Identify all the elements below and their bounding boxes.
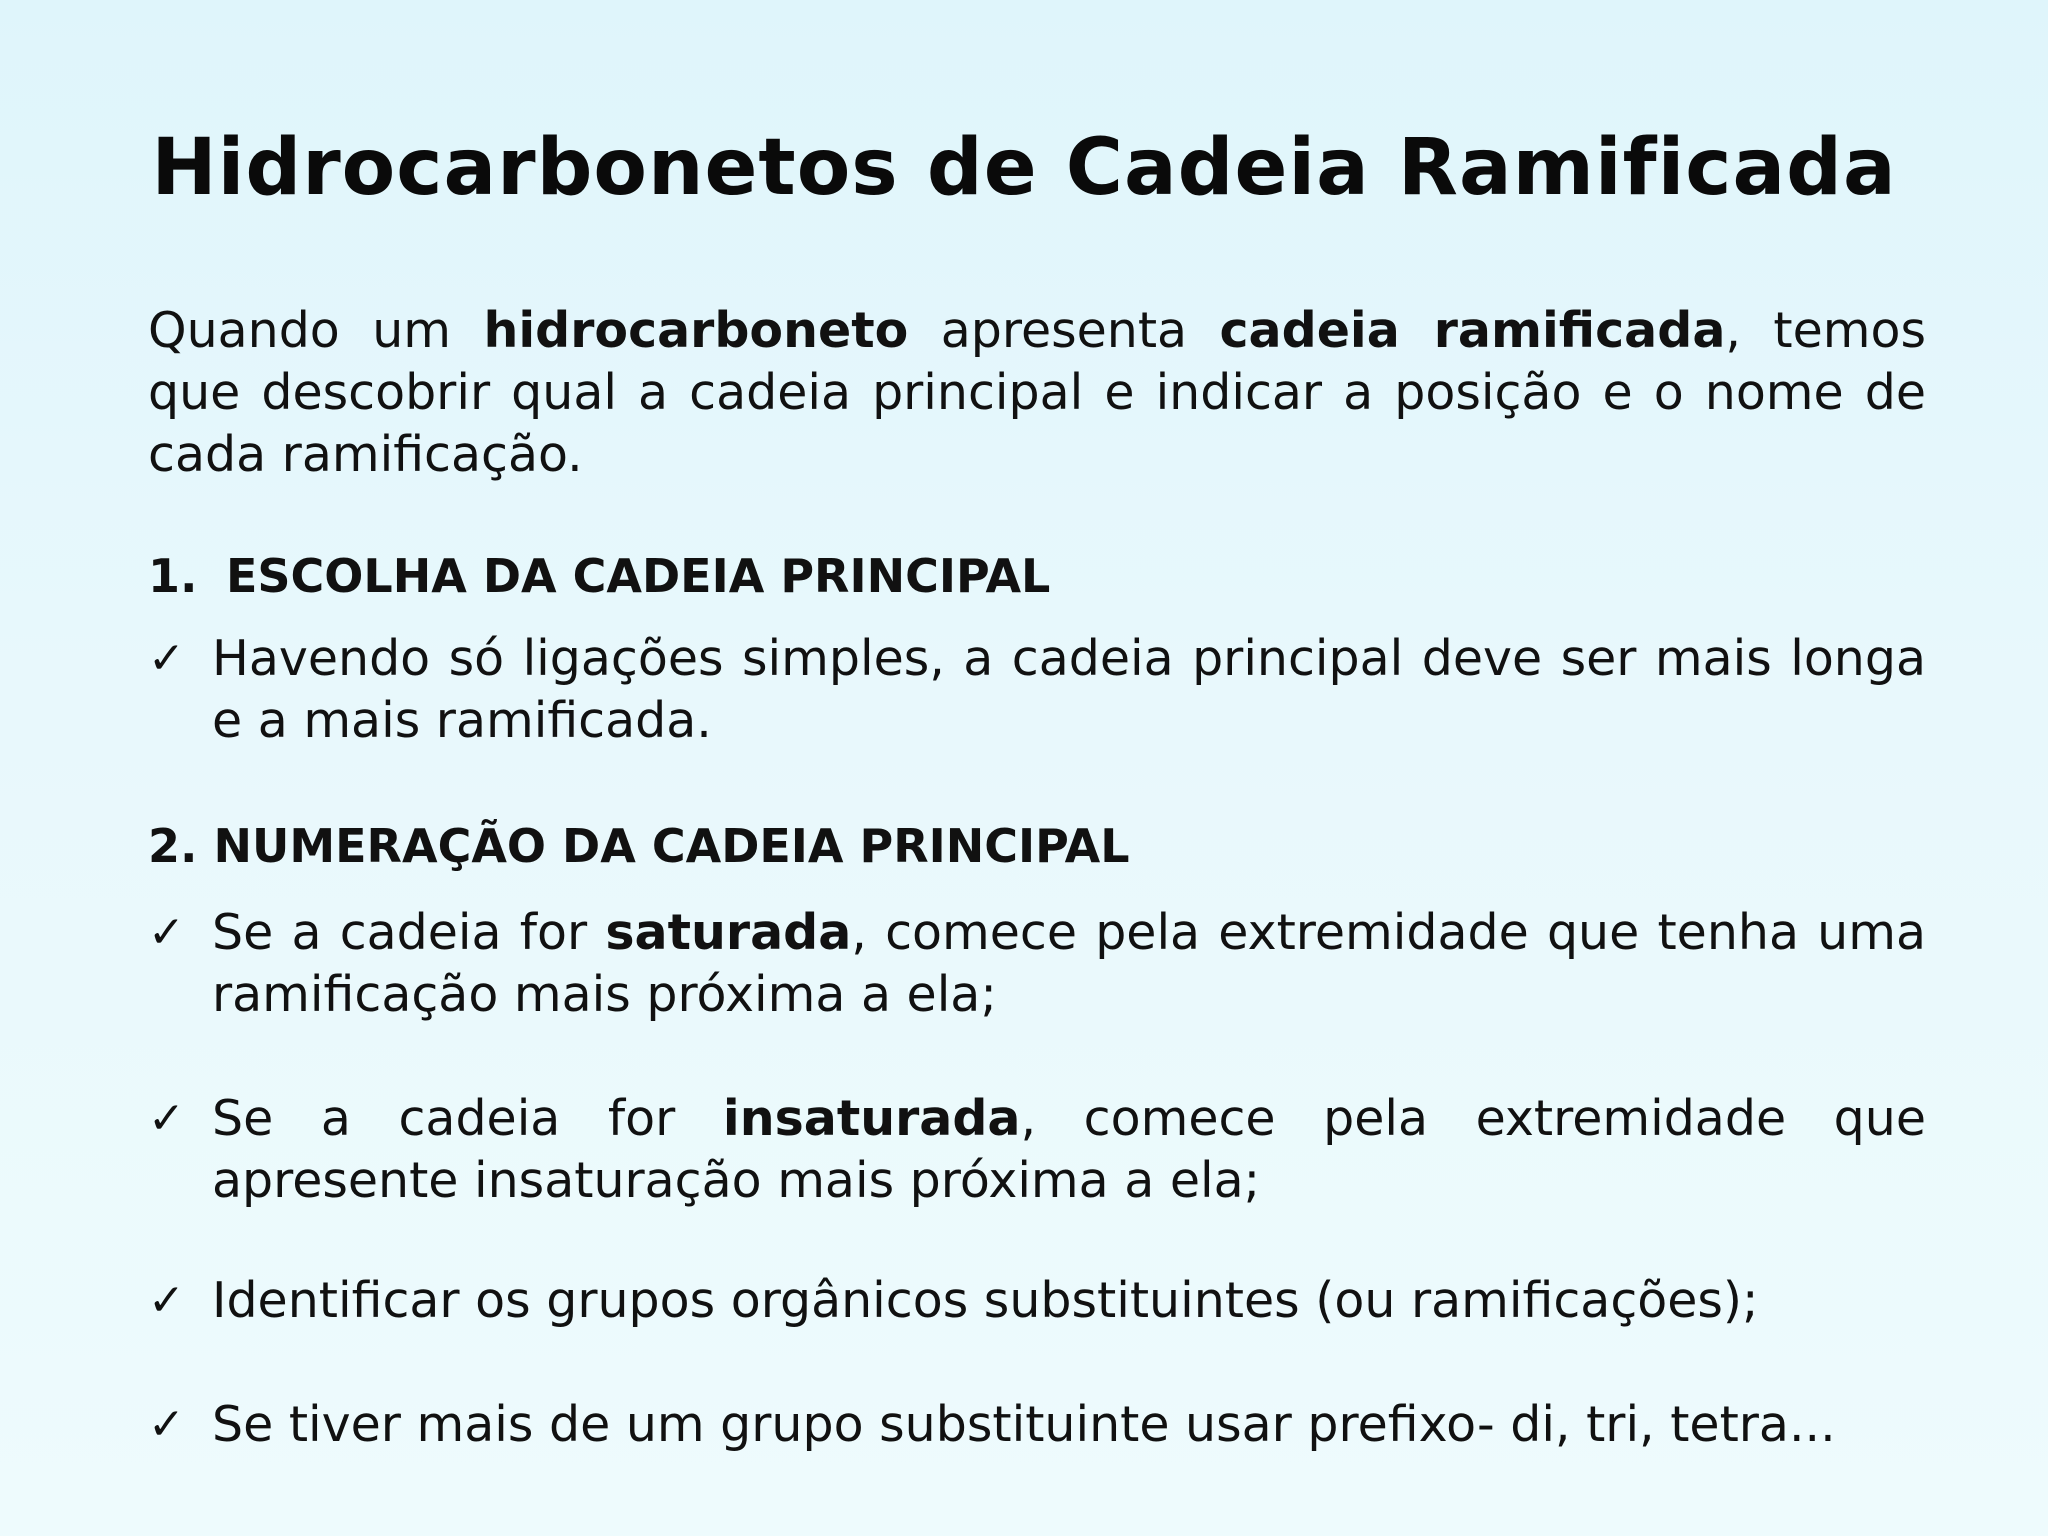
intro-bold-2: cadeia ramificada	[1219, 302, 1726, 359]
item-text-2: , comece pela extremidade que tenha uma ramificação mais próxima a ela;	[212, 904, 1926, 1023]
section-1-heading	[148, 546, 1926, 606]
intro-bold-1: hidrocarboneto	[483, 302, 909, 359]
item-bold: saturada	[605, 904, 852, 961]
item-text-1: Se a cadeia for	[212, 904, 606, 961]
intro-paragraph	[148, 300, 1926, 486]
section-1-title: ESCOLHA DA CADEIA PRINCIPAL	[226, 549, 1051, 603]
item-text: Se tiver mais de um grupo substituinte usar prefixo- di, tri, tetra...	[212, 1396, 1836, 1453]
list-item	[148, 1088, 1926, 1212]
item-text-1: Se a cadeia for	[212, 1090, 723, 1147]
check-icon: ✓	[148, 1399, 185, 1450]
item-text: Identificar os grupos orgânicos substituintes (ou ramificações);	[212, 1272, 1759, 1329]
item-bold: insaturada	[722, 1090, 1021, 1147]
check-icon: ✓	[148, 1093, 185, 1144]
list-item	[148, 1394, 1926, 1456]
check-icon: ✓	[148, 633, 185, 684]
page-title: Hidrocarbonetos de Cadeia Ramificada	[151, 123, 1897, 213]
check-icon: ✓	[148, 907, 185, 958]
slide-content	[148, 300, 1926, 1456]
intro-text-3: , temos que descobrir qual a cadeia principal e indicar a posição e o nome de cada ramificação.	[148, 302, 1927, 483]
intro-text-2: apresenta	[908, 302, 1220, 359]
section-2-heading: 2. NUMERAÇÃO DA CADEIA PRINCIPAL	[148, 819, 1130, 873]
intro-text-1: Quando um	[148, 302, 484, 359]
item-text: Havendo só ligações simples, a cadeia principal deve ser mais longa e a mais ramificada.	[212, 630, 1926, 749]
check-icon: ✓	[148, 1275, 185, 1326]
list-item	[148, 902, 1926, 1026]
list-item	[148, 1270, 1926, 1332]
section-1-number: 1.	[148, 549, 198, 603]
item-text-2: , comece pela extremidade que apresente insaturação mais próxima a ela;	[212, 1090, 1926, 1209]
list-item	[148, 628, 1926, 752]
